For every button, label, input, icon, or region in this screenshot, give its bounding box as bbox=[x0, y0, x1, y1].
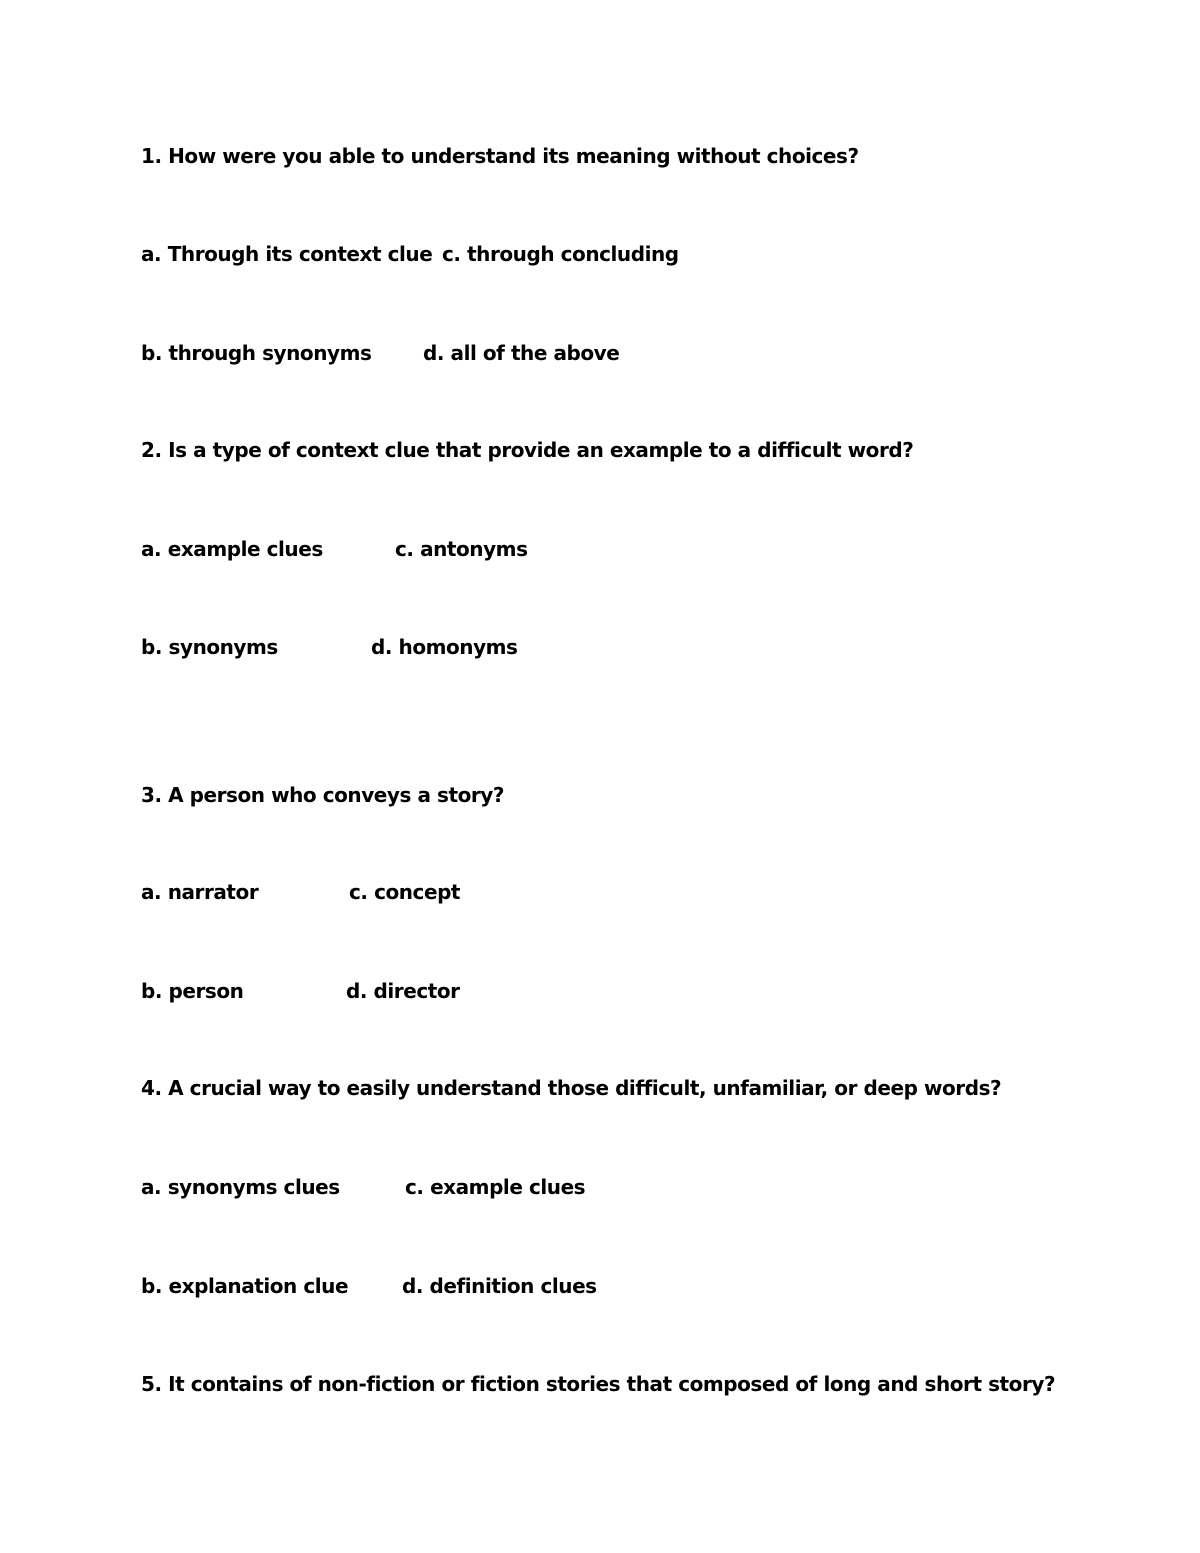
question-4-option-b: b. explanation clue bbox=[141, 1274, 349, 1298]
question-3: 3. A person who conveys a story? bbox=[141, 783, 505, 807]
question-4: 4. A crucial way to easily understand those difficult, unfamiliar, or deep words? bbox=[141, 1076, 1002, 1100]
question-1-option-b: b. through synonyms bbox=[141, 341, 372, 365]
question-3-option-b: b. person bbox=[141, 979, 244, 1003]
question-4-option-c: c. example clues bbox=[405, 1175, 586, 1199]
question-3-option-c: c. concept bbox=[349, 880, 461, 904]
question-1-option-d: d. all of the above bbox=[423, 341, 620, 365]
question-4-option-d: d. definition clues bbox=[402, 1274, 597, 1298]
question-3-option-d: d. director bbox=[346, 979, 460, 1003]
question-1-option-a: a. Through its context clue bbox=[141, 242, 433, 266]
question-2-option-a: a. example clues bbox=[141, 537, 323, 561]
question-2-option-b: b. synonyms bbox=[141, 635, 278, 659]
question-1-option-c: c. through concluding bbox=[442, 242, 679, 266]
question-4-option-a: a. synonyms clues bbox=[141, 1175, 340, 1199]
question-1: 1. How were you able to understand its meaning without choices? bbox=[141, 144, 859, 168]
question-2-option-d: d. homonyms bbox=[371, 635, 518, 659]
question-2-option-c: c. antonyms bbox=[395, 537, 528, 561]
question-5: 5. It contains of non-fiction or fiction stories that composed of long and short story? bbox=[141, 1372, 1056, 1396]
question-2: 2. Is a type of context clue that provide an example to a difficult word? bbox=[141, 438, 914, 462]
question-3-option-a: a. narrator bbox=[141, 880, 259, 904]
